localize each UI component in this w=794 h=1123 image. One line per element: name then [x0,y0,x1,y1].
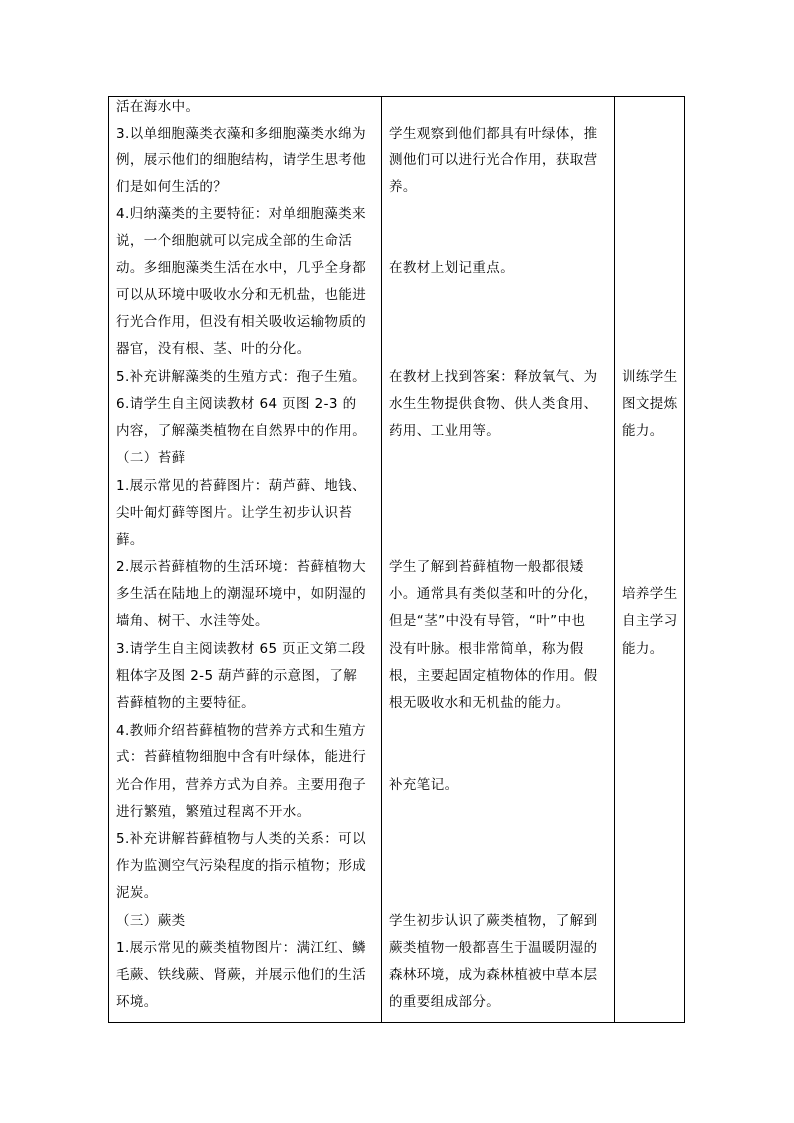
teacher-activity-line: 例，展示他们的细胞结构，请学生思考他 [116,152,367,168]
student-activity-line: 根，主要起固定植物体的作用。假 [389,668,598,684]
teacher-activity-line: 藓。 [116,532,144,548]
teacher-activity-line: 内容，了解藻类植物在自然界中的作用。 [116,423,367,439]
teacher-activity-line: 墙角、树干、水洼等处。 [116,613,269,629]
student-activity-line: 的重要组成部分。 [389,994,501,1010]
teacher-activity-line: 毛蕨、铁线蕨、肾蕨，并展示他们的生活 [116,967,367,983]
section-heading-fern: （三）蕨类 [116,913,186,929]
teacher-activity-line: 粗体字及图 2-5 葫芦藓的示意图，了解 [116,668,358,684]
teacher-activity-line: 1.展示常见的苔藓图片：葫芦藓、地钱、 [116,478,366,494]
teacher-activity-line: 光合作用，营养方式为自养。主要用孢子 [116,777,367,793]
column-divider-1 [381,96,382,1023]
student-activity-line: 在教材上找到答案：释放氧气、为 [389,369,598,385]
teacher-activity-line: 尖叶匍灯藓等图片。让学生初步认识苔 [116,505,353,521]
teacher-activity-line: 1.展示常见的蕨类植物图片：满江红、鳞 [116,940,366,956]
teacher-activity-line: 可以从环境中吸收水分和无机盐，也能进 [116,287,367,303]
student-activity-line: 在教材上划记重点。 [389,260,515,276]
design-intent-line: 能力。 [622,423,664,439]
student-activity-line: 学生观察到他们都具有叶绿体，推 [389,126,598,142]
teacher-activity-line: 5.补充讲解苔藓植物与人类的关系：可以 [116,831,366,847]
student-activity-line: 养。 [389,179,417,195]
student-activity-line: 测他们可以进行光合作用，获取营 [389,152,598,168]
student-activity-line: 药用、工业用等。 [389,423,501,439]
design-intent-line: 图文提炼 [622,396,678,412]
teacher-activity-line: 作为监测空气污染程度的指示植物；形成 [116,858,367,874]
design-intent-line: 训练学生 [622,369,678,385]
student-activity-line: 没有叶脉。根非常简单，称为假 [389,641,584,657]
teacher-activity-line: 4.归纳藻类的主要特征：对单细胞藻类来 [116,206,366,222]
teacher-activity-line: 5.补充讲解藻类的生殖方式：孢子生殖。 [116,369,366,385]
student-activity-line: 森林环境，成为森林植被中草本层 [389,967,598,983]
design-intent-line: 培养学生 [622,586,678,602]
student-activity-line: 水生生物提供食物、供人类食用、 [389,396,598,412]
teacher-activity-line: 们是如何生活的？ [116,179,228,195]
teacher-activity-line: 苔藓植物的主要特征。 [116,695,255,711]
teacher-activity-line: 6.请学生自主阅读教材 64 页图 2-3 的 [116,396,357,412]
teacher-activity-line: 4.教师介绍苔藓植物的营养方式和生殖方 [116,723,366,739]
teacher-activity-line: 器官，没有根、茎、叶的分化。 [116,341,311,357]
student-activity-line: 小。通常具有类似茎和叶的分化， [389,586,598,602]
teacher-activity-line: 3.请学生自主阅读教材 65 页正文第二段 [116,641,366,657]
teacher-activity-line: 环境。 [116,994,158,1010]
design-intent-line: 能力。 [622,641,664,657]
teacher-activity-line: 泥炭。 [116,885,158,901]
student-activity-line: 蕨类植物一般都喜生于温暖阴湿的 [389,940,598,956]
student-activity-line: 但是“茎”中没有导管，“叶”中也 [389,613,586,629]
student-activity-line: 学生了解到苔藓植物一般都很矮 [389,559,584,575]
teacher-activity-line: 行光合作用，但没有相关吸收运输物质的 [116,314,367,330]
teacher-activity-line: 活在海水中。 [116,99,200,115]
student-activity-line: 补充笔记。 [389,777,459,793]
teacher-activity-line: 说，一个细胞就可以完成全部的生命活 [116,233,353,249]
student-activity-line: 根无吸收水和无机盐的能力。 [389,695,570,711]
design-intent-line: 自主学习 [622,613,678,629]
section-heading-moss: （二）苔藓 [116,450,186,466]
teacher-activity-line: 进行繁殖，繁殖过程离不开水。 [116,804,311,820]
teacher-activity-line: 2.展示苔藓植物的生活环境：苔藓植物大 [116,559,366,575]
teacher-activity-line: 多生活在陆地上的潮湿环境中，如阴湿的 [116,586,367,602]
teacher-activity-line: 动。多细胞藻类生活在水中，几乎全身都 [116,260,367,276]
teacher-activity-line: 式：苔藓植物细胞中含有叶绿体，能进行 [116,749,367,765]
student-activity-line: 学生初步认识了蕨类植物，了解到 [389,913,598,929]
teacher-activity-line: 3.以单细胞藻类衣藻和多细胞藻类水绵为 [116,126,366,142]
column-divider-2 [614,96,615,1023]
